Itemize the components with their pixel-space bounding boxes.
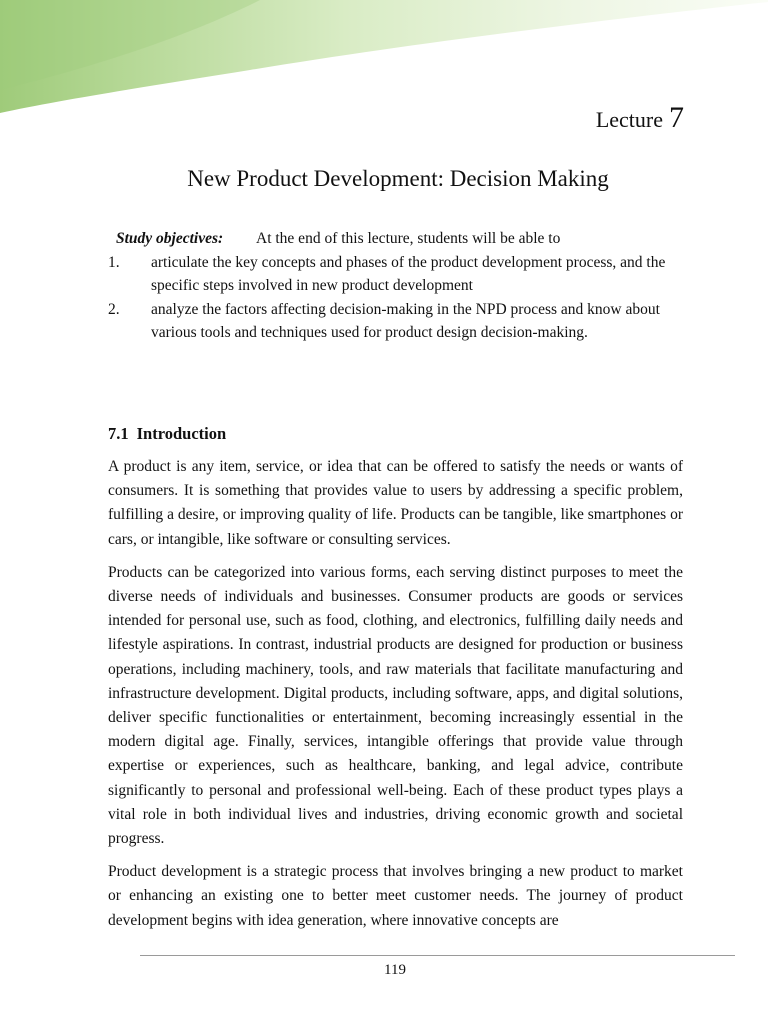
body-paragraph: Products can be categorized into various forms, each serving distinct purposes to meet the diverse needs of individuals and businesses. Consumer products are goods or services intended for personal use, such as food, clothing, and electronics, fulfilling daily needs and lifestyle aspirations. In contrast, industrial products are designed for production or business operations, including machinery, tools, and raw materials that facilitate manufacturing and infrastructure development. Digital products, including software, apps, and digital solutions, deliver specific functionalities or entertainment, becoming increasingly essential in the modern digital age. Finally, services, intangible offerings that provide value through expertise or experiences, such as healthcare, banking, and legal advice, contribute significantly to personal and professional well-being. Each of these product types plays a vital role in both individual lives and industries, driving economic growth and societal progress. bbox=[108, 563, 683, 848]
objective-item bbox=[108, 298, 684, 345]
objective-text: articulate the key concepts and phases of the product development process, and the specific steps involved in new product development bbox=[151, 253, 666, 294]
footer-rule bbox=[140, 955, 735, 956]
lecture-heading bbox=[596, 100, 684, 138]
page-number: 119 bbox=[384, 962, 406, 978]
lecture-number: 7 bbox=[669, 101, 684, 134]
objective-text: analyze the factors affecting decision-making in the NPD process and know about various tools and techniques used for product design decision-making. bbox=[151, 300, 660, 341]
section-body bbox=[108, 455, 683, 942]
document-title: New Product Development: Decision Making bbox=[187, 166, 609, 191]
study-objectives bbox=[108, 227, 684, 345]
objective-number: 1. bbox=[108, 253, 120, 271]
body-paragraph: Product development is a strategic process that involves bringing a new product to market or enhancing an existing one to better meet customer needs. The journey of product development begins with idea generation, where innovative concepts are bbox=[108, 863, 683, 929]
objectives-intro bbox=[116, 227, 684, 251]
lecture-word: Lecture bbox=[595, 107, 663, 132]
objectives-label: Study objectives: bbox=[116, 230, 224, 247]
section-number: 7.1 bbox=[108, 424, 129, 443]
section-title: Introduction bbox=[136, 424, 227, 443]
section-heading bbox=[108, 422, 226, 446]
objective-item bbox=[108, 251, 684, 298]
objective-number: 2. bbox=[108, 300, 120, 318]
objectives-intro-text: At the end of this lecture, students will be able to bbox=[256, 230, 561, 247]
body-paragraph: A product is any item, service, or idea that can be offered to satisfy the needs or wants of consumers. It is something that provides value to users by addressing a specific problem, fulfilling a desire, or improving quality of life. Products can be tangible, like smartphones or cars, or intangible, like software or consulting services. bbox=[108, 458, 683, 548]
